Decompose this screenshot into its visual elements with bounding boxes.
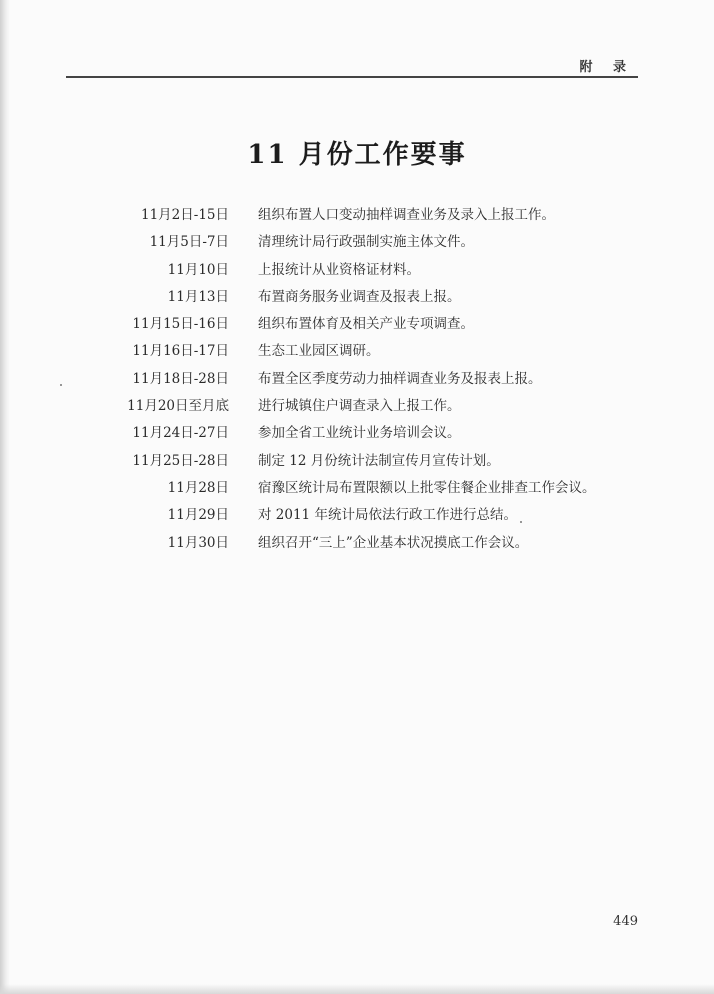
schedule-date: 11月28日: [167, 479, 229, 496]
schedule-event: 参加全省工业统计业务培训会议。: [258, 425, 461, 442]
schedule-date: 11月20日至月底: [127, 398, 229, 415]
schedule-date: 11月29日: [167, 507, 229, 524]
schedule-event: 组织召开“三上”企业基本状况摸底工作会议。: [258, 534, 529, 551]
schedule-event: 进行城镇住户调查录入上报工作。: [258, 398, 461, 415]
schedule-row: [0, 528, 714, 555]
schedule-row: [0, 255, 714, 282]
scan-edge-bottom: [0, 984, 714, 994]
schedule-date: 11月30日: [167, 534, 229, 551]
schedule-event: 制定 12 月份统计法制宣传月宣传计划。: [258, 452, 500, 469]
schedule-row: [0, 473, 714, 500]
schedule-date: 11月24日-27日: [132, 425, 229, 442]
scan-speck: [60, 384, 62, 386]
schedule-row: [0, 500, 714, 527]
schedule-event: 布置商务服务业调查及报表上报。: [258, 288, 461, 305]
scan-speck: [520, 521, 522, 523]
schedule-date: 11月18日-28日: [132, 370, 229, 387]
schedule-row: [0, 418, 714, 445]
schedule-row: [0, 364, 714, 391]
schedule-event: 宿豫区统计局布置限额以上批零住餐企业排查工作会议。: [258, 479, 596, 496]
page-number: 449: [613, 914, 638, 929]
schedule-event: 对 2011 年统计局依法行政工作进行总结。: [258, 507, 517, 524]
schedule-row: [0, 309, 714, 336]
page-title: 11 月份工作要事: [247, 140, 467, 170]
schedule-list: [0, 200, 714, 555]
schedule-row: [0, 446, 714, 473]
schedule-date: 11月10日: [167, 261, 229, 278]
schedule-event: 组织布置人口变动抽样调查业务及录入上报工作。: [258, 207, 555, 223]
schedule-date: 11月13日: [167, 288, 229, 305]
schedule-date: 11月15日-16日: [132, 316, 229, 333]
schedule-date: 11月25日-28日: [132, 452, 229, 469]
schedule-date: 11月5日-7日: [149, 234, 229, 251]
schedule-date: 11月16日-17日: [132, 343, 229, 360]
schedule-event: 组织布置体育及相关产业专项调查。: [258, 316, 474, 333]
schedule-event: 生态工业园区调研。: [258, 343, 380, 360]
schedule-row: [0, 227, 714, 254]
schedule-row: [0, 282, 714, 309]
running-head: 附 录: [579, 60, 634, 75]
schedule-event: 布置全区季度劳动力抽样调查业务及报表上报。: [258, 370, 542, 387]
schedule-event: 上报统计从业资格证材料。: [258, 261, 420, 278]
header-rule: [66, 76, 638, 78]
schedule-row: [0, 391, 714, 418]
schedule-event: 清理统计局行政强制实施主体文件。: [258, 234, 474, 251]
schedule-date: 11月2日-15日: [140, 207, 229, 223]
schedule-row: [0, 336, 714, 363]
schedule-row: [0, 200, 714, 227]
